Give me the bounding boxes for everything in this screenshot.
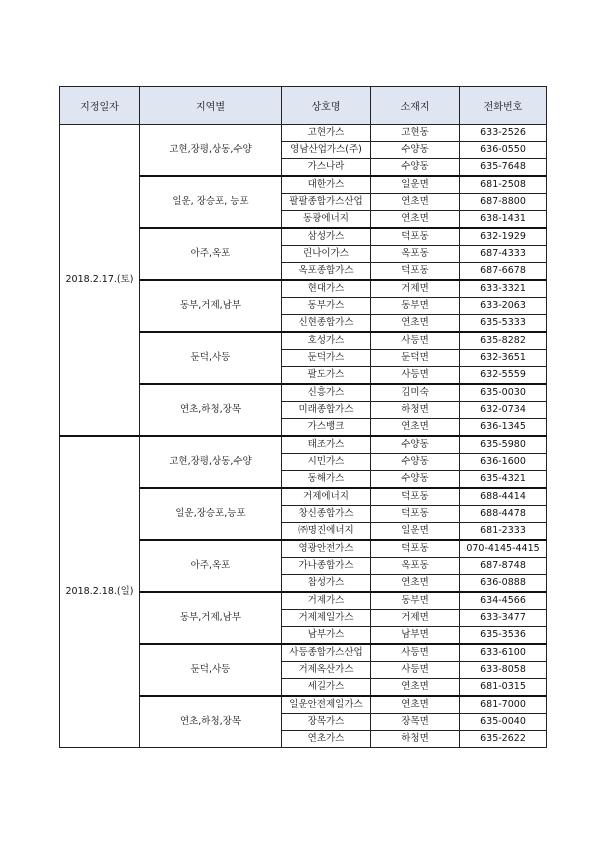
phone-number-cell: 688-4414	[460, 488, 547, 506]
location-cell: 수양동	[371, 471, 460, 489]
gas-supplier-schedule-table	[59, 86, 547, 748]
table-body	[60, 125, 547, 748]
table-header	[60, 87, 547, 125]
business-name-cell: 거제옥산가스	[282, 662, 371, 679]
phone-number-cell: 636-1345	[460, 419, 547, 437]
location-cell: 연초면	[371, 575, 460, 593]
business-name-cell: 가나종합가스	[282, 558, 371, 575]
region-cell: 일운, 장승포, 능포	[140, 176, 282, 228]
phone-number-cell: 635-3536	[460, 627, 547, 645]
phone-number-cell: 633-2526	[460, 125, 547, 142]
location-cell: 옥포동	[371, 558, 460, 575]
business-name-cell: 가스나라	[282, 159, 371, 177]
phone-number-cell: 687-4333	[460, 246, 547, 263]
business-name-cell: 대한가스	[282, 176, 371, 194]
business-name-cell: 미래종합가스	[282, 402, 371, 419]
location-cell: 고현동	[371, 125, 460, 142]
phone-number-cell: 635-7648	[460, 159, 547, 177]
header-designated-date: 지정일자	[60, 87, 140, 125]
business-name-cell: ㈜명진에너지	[282, 523, 371, 541]
region-cell: 일운,장승포,능포	[140, 488, 282, 540]
business-name-cell: 호성가스	[282, 332, 371, 350]
business-name-cell: 동광에너지	[282, 211, 371, 229]
business-name-cell: 현대가스	[282, 280, 371, 298]
location-cell: 남부면	[371, 627, 460, 645]
location-cell: 사등면	[371, 662, 460, 679]
location-cell: 거제면	[371, 610, 460, 627]
business-name-cell: 삼성가스	[282, 228, 371, 246]
phone-number-cell: 634-4566	[460, 592, 547, 610]
location-cell: 수양동	[371, 454, 460, 471]
region-cell: 아주,옥포	[140, 228, 282, 280]
location-cell: 일운면	[371, 176, 460, 194]
phone-number-cell: 687-8800	[460, 194, 547, 211]
phone-number-cell: 632-5559	[460, 367, 547, 385]
phone-number-cell: 633-2063	[460, 298, 547, 315]
business-name-cell: 일운안전제일가스	[282, 696, 371, 714]
phone-number-cell: 635-0030	[460, 384, 547, 402]
business-name-cell: 세길가스	[282, 679, 371, 697]
region-cell: 아주,옥포	[140, 540, 282, 592]
phone-number-cell: 636-1600	[460, 454, 547, 471]
business-name-cell: 창신종합가스	[282, 506, 371, 523]
phone-number-cell: 635-5980	[460, 436, 547, 454]
location-cell: 사등면	[371, 367, 460, 385]
location-cell: 수양동	[371, 159, 460, 177]
header-location: 소재지	[371, 87, 460, 125]
phone-number-cell: 635-4321	[460, 471, 547, 489]
business-name-cell: 태조가스	[282, 436, 371, 454]
business-name-cell: 린나이가스	[282, 246, 371, 263]
business-name-cell: 사등종합가스산업	[282, 644, 371, 662]
location-cell: 덕포동	[371, 263, 460, 281]
phone-number-cell: 681-2333	[460, 523, 547, 541]
location-cell: 연초면	[371, 315, 460, 333]
location-cell: 옥포동	[371, 246, 460, 263]
location-cell: 덕포동	[371, 488, 460, 506]
location-cell: 덕포동	[371, 506, 460, 523]
region-cell: 연초,하청,장목	[140, 696, 282, 748]
business-name-cell: 거제제일가스	[282, 610, 371, 627]
business-name-cell: 거제에너지	[282, 488, 371, 506]
location-cell: 일운면	[371, 523, 460, 541]
location-cell: 사등면	[371, 332, 460, 350]
header-business-name: 상호명	[282, 87, 371, 125]
business-name-cell: 시민가스	[282, 454, 371, 471]
business-name-cell: 영남산업가스(주)	[282, 142, 371, 159]
location-cell: 덕포동	[371, 228, 460, 246]
phone-number-cell: 632-1929	[460, 228, 547, 246]
phone-number-cell: 633-8058	[460, 662, 547, 679]
header-region: 지역별	[140, 87, 282, 125]
business-name-cell: 동해가스	[282, 471, 371, 489]
business-name-cell: 둔덕가스	[282, 350, 371, 367]
location-cell: 김미숙	[371, 384, 460, 402]
location-cell: 덕포동	[371, 540, 460, 558]
phone-number-cell: 632-3651	[460, 350, 547, 367]
location-cell: 하청면	[371, 402, 460, 419]
location-cell: 수양동	[371, 142, 460, 159]
region-cell: 동부,거제,남부	[140, 592, 282, 644]
business-name-cell: 거제가스	[282, 592, 371, 610]
phone-number-cell: 638-1431	[460, 211, 547, 229]
location-cell: 연초면	[371, 679, 460, 697]
location-cell: 장목면	[371, 714, 460, 731]
business-name-cell: 참성가스	[282, 575, 371, 593]
business-name-cell: 신흥가스	[282, 384, 371, 402]
phone-number-cell: 688-4478	[460, 506, 547, 523]
business-name-cell: 고현가스	[282, 125, 371, 142]
location-cell: 연초면	[371, 696, 460, 714]
phone-number-cell: 681-2508	[460, 176, 547, 194]
phone-number-cell: 635-2622	[460, 731, 547, 748]
business-name-cell: 남부가스	[282, 627, 371, 645]
business-name-cell: 영광안전가스	[282, 540, 371, 558]
business-name-cell: 가스뱅크	[282, 419, 371, 437]
header-row	[60, 87, 547, 125]
region-cell: 둔덕,사등	[140, 332, 282, 384]
phone-number-cell: 633-3321	[460, 280, 547, 298]
phone-number-cell: 632-0734	[460, 402, 547, 419]
phone-number-cell: 636-0550	[460, 142, 547, 159]
phone-number-cell: 635-8282	[460, 332, 547, 350]
phone-number-cell: 635-0040	[460, 714, 547, 731]
designated-date-cell: 2018.2.18.(일)	[60, 436, 140, 748]
location-cell: 연초면	[371, 211, 460, 229]
phone-number-cell: 681-0315	[460, 679, 547, 697]
phone-number-cell: 633-3477	[460, 610, 547, 627]
location-cell: 하청면	[371, 731, 460, 748]
location-cell: 연초면	[371, 194, 460, 211]
phone-number-cell: 070-4145-4415	[460, 540, 547, 558]
location-cell: 수양동	[371, 436, 460, 454]
table-row	[60, 125, 547, 142]
phone-number-cell: 633-6100	[460, 644, 547, 662]
phone-number-cell: 687-6678	[460, 263, 547, 281]
business-name-cell: 신현종합가스	[282, 315, 371, 333]
business-name-cell: 동부가스	[282, 298, 371, 315]
phone-number-cell: 681-7000	[460, 696, 547, 714]
phone-number-cell: 636-0888	[460, 575, 547, 593]
region-cell: 연초,하청,장목	[140, 384, 282, 436]
business-name-cell: 옥포종합가스	[282, 263, 371, 281]
region-cell: 둔덕,사등	[140, 644, 282, 696]
location-cell: 둔덕면	[371, 350, 460, 367]
location-cell: 연초면	[371, 419, 460, 437]
region-cell: 동부,거제,남부	[140, 280, 282, 332]
header-phone: 전화번호	[460, 87, 547, 125]
business-name-cell: 팔팔종합가스산업	[282, 194, 371, 211]
region-cell: 고현,장평,상동,수양	[140, 125, 282, 177]
location-cell: 동부면	[371, 298, 460, 315]
business-name-cell: 장목가스	[282, 714, 371, 731]
location-cell: 거제면	[371, 280, 460, 298]
phone-number-cell: 635-5333	[460, 315, 547, 333]
designated-date-cell: 2018.2.17.(토)	[60, 125, 140, 437]
phone-number-cell: 687-8748	[460, 558, 547, 575]
business-name-cell: 팔도가스	[282, 367, 371, 385]
location-cell: 동부면	[371, 592, 460, 610]
business-name-cell: 연초가스	[282, 731, 371, 748]
location-cell: 사등면	[371, 644, 460, 662]
region-cell: 고현,장평,상동,수양	[140, 436, 282, 488]
table-row	[60, 436, 547, 454]
